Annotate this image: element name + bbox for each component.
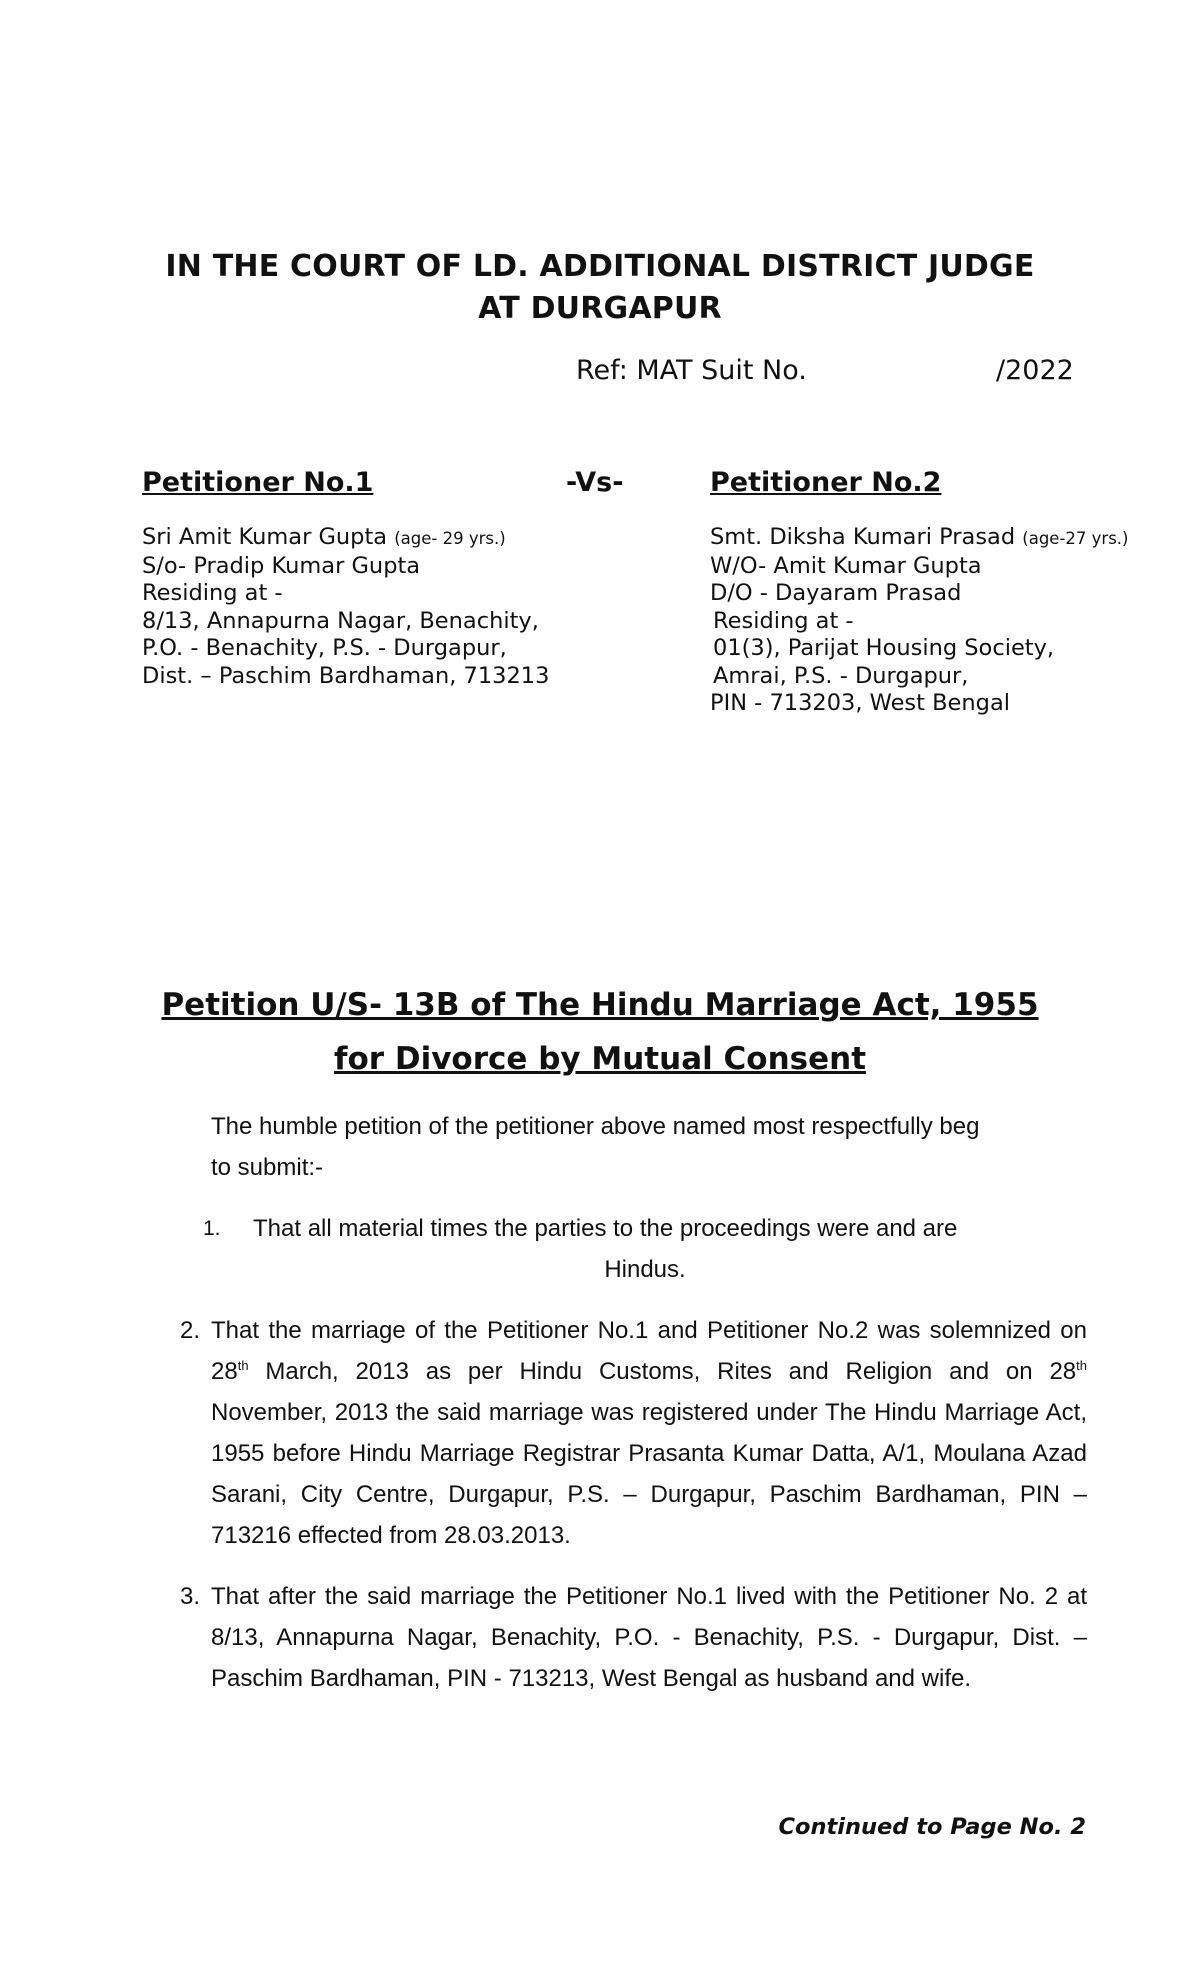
item2-number: 2.	[179, 1317, 200, 1344]
item2-text-part: March, 2013 as per Hindu Customs, Rites and Religion and on 28	[248, 1358, 1077, 1385]
petition-intro	[211, 1106, 1087, 1188]
item3-number: 3.	[179, 1583, 200, 1610]
item2-text-part: That the marriage of the Petitioner No.1 and Petitioner No.2 was solemnized on 28	[211, 1317, 1087, 1385]
petition-title	[0, 978, 1200, 1086]
versus-label: -Vs-	[566, 467, 624, 498]
item3-text: That after the said marriage the Petitioner No.1 lived with the Petitioner No. 2 at 8/13, Annapurna Nagar, Benachity, P.O. - Benachity, P.S. - Durgapur, Dist. – Paschim Bardhaman, PIN - 713213, West Bengal as husband and wife.	[211, 1583, 1087, 1692]
petitioner2-name: Smt. Diksha Kumari Prasad	[710, 524, 1016, 550]
court-heading-line1: IN THE COURT OF LD. ADDITIONAL DISTRICT JUDGE	[165, 249, 1035, 284]
petitioner1-age: (age- 29 yrs.)	[394, 529, 506, 548]
item1-number: 1.	[203, 1217, 221, 1240]
item1-line1: That all material times the parties to the proceedings were and are	[253, 1215, 958, 1242]
intro-line1: The humble petition of the petitioner above named most respectfully beg	[211, 1113, 980, 1140]
petitioner2-age: (age-27 yrs.)	[1022, 529, 1129, 548]
petitioner2-line: D/O - Dayaram Prasad	[710, 580, 962, 606]
petitioner1-line: Dist. – Paschim Bardhaman, 713213	[142, 662, 550, 689]
petitioner2-heading: Petitioner No.2	[710, 467, 942, 498]
item1-line2: Hindus.	[604, 1256, 686, 1283]
petitioner1-heading: Petitioner No.1	[142, 467, 374, 498]
continued-note: Continued to Page No. 2	[778, 1814, 1086, 1840]
petition-title-line2: for Divorce by Mutual Consent	[333, 1041, 867, 1077]
petitioner2-name-line	[710, 524, 1128, 553]
petitioner1-name: Sri Amit Kumar Gupta	[142, 524, 388, 550]
petitioner2-line: W/O- Amit Kumar Gupta	[710, 552, 982, 579]
petition-title-line1: Petition U/S- 13B of The Hindu Marriage Act, 1955	[161, 987, 1039, 1023]
petitioner2-line: Amrai, P.S. - Durgapur,	[713, 662, 969, 689]
petitioner2-line: PIN - 713203, West Bengal	[710, 690, 1010, 716]
suit-reference-year: /2022	[996, 355, 1074, 386]
petitioner2-details	[710, 524, 1128, 718]
item2-text-part: November, 2013 the said marriage was registered under The Hindu Marriage Act, 1955 before Hindu Marriage Registrar Prasanta Kumar Datta, A/1, Moulana Azad Sarani, City Centre, Durgapur, P.S. – Durgapur, Paschim Bardhaman, PIN – 713216 effected from 28.03.2013.	[211, 1399, 1087, 1549]
petitioner1-line: Residing at -	[142, 580, 283, 606]
petitioner1-line: S/o- Pradip Kumar Gupta	[142, 552, 421, 579]
petitioner1-details	[142, 524, 549, 690]
petitioner2-line: Residing at -	[713, 607, 854, 634]
item2-text	[211, 1310, 1087, 1556]
court-heading	[0, 246, 1200, 330]
petitioner1-line: 8/13, Annapurna Nagar, Benachity,	[142, 607, 539, 634]
suit-reference-label: Ref: MAT Suit No.	[576, 355, 807, 386]
petitioner1-name-line	[142, 524, 549, 553]
court-heading-line2: AT DURGAPUR	[478, 291, 722, 326]
item2-superscript: th	[237, 1358, 249, 1373]
intro-line2: to submit:-	[211, 1154, 324, 1181]
petitioner2-line: 01(3), Parijat Housing Society,	[713, 635, 1055, 661]
petitioner1-line: P.O. - Benachity, P.S. - Durgapur,	[142, 635, 507, 661]
item2-superscript: th	[1076, 1358, 1087, 1373]
